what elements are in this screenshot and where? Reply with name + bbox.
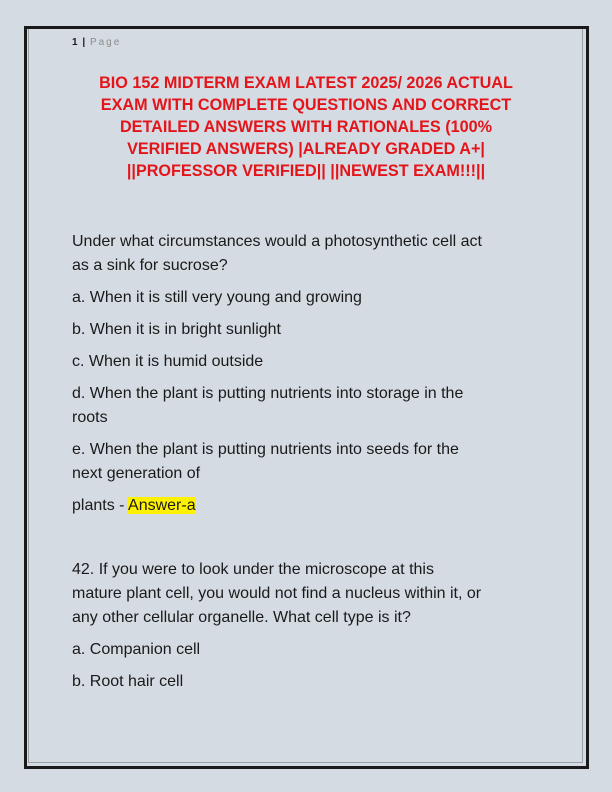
page-border-inner-left	[28, 29, 29, 763]
question-1-option-e	[72, 438, 542, 486]
question-1-stem	[72, 230, 542, 278]
question-42-option-a	[72, 638, 542, 662]
option-line: next generation of	[72, 465, 201, 482]
page-number-separator: |	[82, 37, 86, 48]
option-line: a. When it is still very young and growing	[72, 289, 362, 306]
title-line: EXAM WITH COMPLETE QUESTIONS AND CORRECT	[100, 96, 512, 114]
document-title	[60, 72, 552, 182]
option-line: e. When the plant is putting nutrients into seeds for the	[72, 441, 459, 458]
page-border-inner-bottom	[28, 762, 583, 763]
question-1-option-c	[72, 350, 542, 374]
question-1-option-a	[72, 286, 542, 310]
option-line: b. Root hair cell	[72, 673, 184, 690]
page-border-inner-right	[582, 29, 583, 763]
answer-highlight: Answer-a	[128, 497, 196, 514]
title-line: VERIFIED ANSWERS) |ALREADY GRADED A+|	[127, 140, 485, 158]
option-line: d. When the plant is putting nutrients into storage in the	[72, 385, 464, 402]
option-line: roots	[72, 409, 108, 426]
page-number-header	[72, 37, 121, 48]
question-stem-line: mature plant cell, you would not find a nucleus within it, or	[72, 585, 482, 602]
title-line: BIO 152 MIDTERM EXAM LATEST 2025/ 2026 ACTUAL	[99, 74, 513, 92]
question-stem-line: Under what circumstances would a photosynthetic cell act	[72, 233, 482, 250]
question-42-option-b	[72, 670, 542, 694]
question-1-answer-line	[72, 494, 542, 518]
option-line: b. When it is in bright sunlight	[72, 321, 281, 338]
option-line: c. When it is humid outside	[72, 353, 264, 370]
option-line: a. Companion cell	[72, 641, 201, 658]
question-1-option-d	[72, 382, 542, 430]
page-label: Page	[89, 37, 122, 48]
answer-prefix: plants -	[72, 497, 129, 514]
title-line: DETAILED ANSWERS WITH RATIONALES (100%	[119, 118, 493, 136]
question-42-stem	[72, 558, 542, 630]
question-stem-line: any other cellular organelle. What cell type is it?	[72, 609, 411, 626]
question-stem-line: 42. If you were to look under the microscope at this	[72, 561, 434, 578]
question-stem-line: as a sink for sucrose?	[72, 257, 228, 274]
title-line: ||PROFESSOR VERIFIED|| ||NEWEST EXAM!!!||	[126, 162, 486, 180]
question-1-option-b	[72, 318, 542, 342]
page-number: 1	[72, 37, 79, 48]
